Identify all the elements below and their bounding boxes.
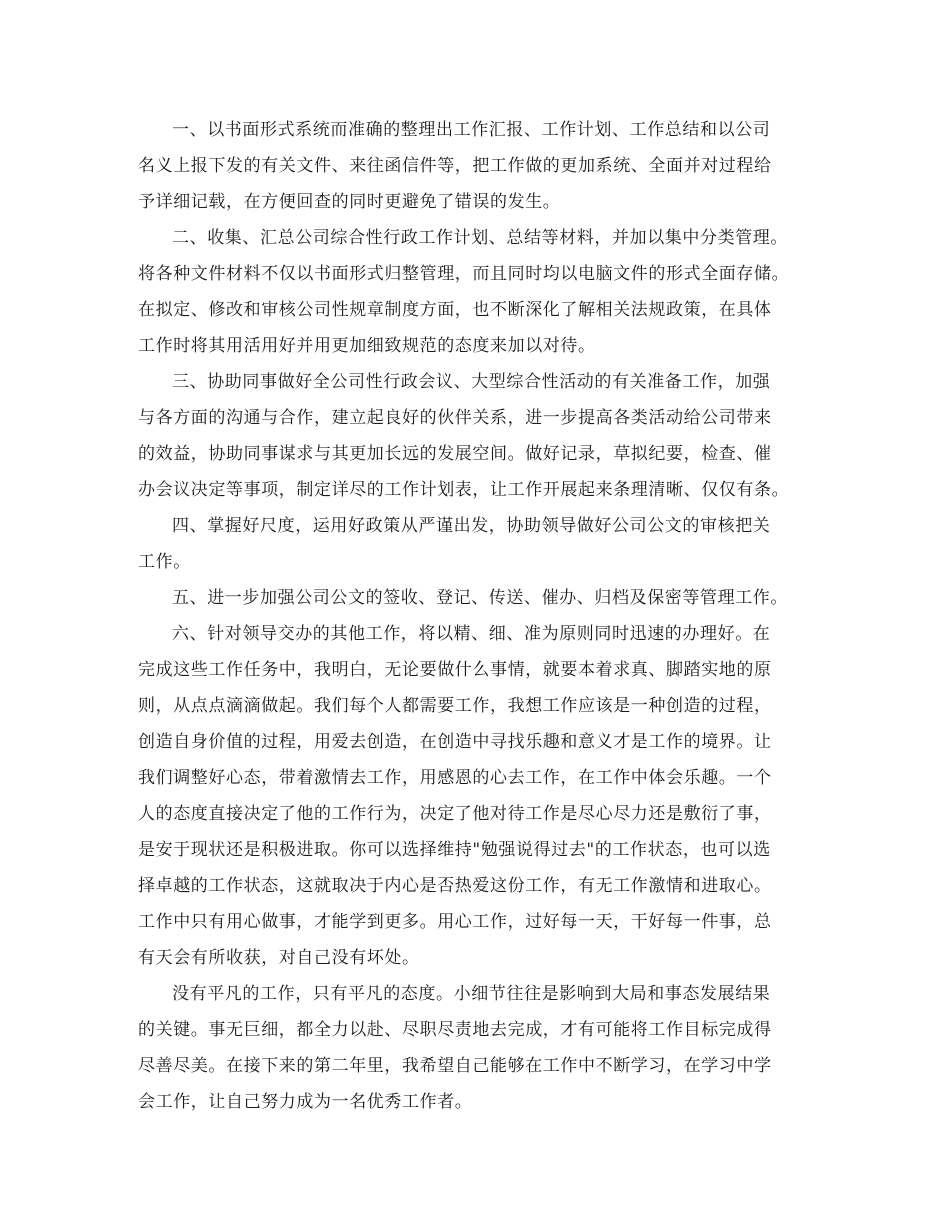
paragraph [138,364,824,508]
text-line: 尽善尽美。在接下来的第二年里，我希望自己能够在工作中不断学习，在学习中学 [138,1056,772,1076]
text-line: 人的态度直接决定了他的工作行为，决定了他对待工作是尽心尽力还是敷衍了事， [138,804,772,824]
text-line: 会工作，让自己努力成为一名优秀工作者。 [138,1092,473,1112]
text-line: 办会议决定等事项，制定详尽的工作计划表，让工作开展起来条理清晰、仅仅有条。 [138,480,790,500]
paragraph [138,508,824,580]
text-line: 是安于现状还是积极进取。你可以选择维持"勉强说得过去"的工作状态，也可以选 [138,840,771,860]
text-line: 完成这些工作任务中，我明白，无论要做什么事情，就要本着求真、脚踏实地的原 [138,660,772,680]
paragraph [138,616,824,976]
text-line: 在拟定、修改和审核公司性规章制度方面，也不断深化了解相关法规政策，在具体 [138,300,772,320]
text-line: 有天会有所收获，对自己没有坏处。 [138,948,420,968]
text-line: 工作中只有用心做事，才能学到更多。用心工作，过好每一天，干好每一件事，总 [138,912,772,932]
document-body [138,112,824,1120]
text-line: 的效益，协助同事谋求与其更加长远的发展空间。做好记录，草拟纪要，检查、催 [138,444,772,464]
text-line: 择卓越的工作状态，这就取决于内心是否热爱这份工作，有无工作激情和进取心。 [138,876,772,896]
text-line: 六、针对领导交办的其他工作，将以精、细、准为原则同时迅速的办理好。在 [172,624,771,644]
paragraph [138,580,824,616]
text-line: 创造自身价值的过程，用爱去创造，在创造中寻找乐趣和意义才是工作的境界。让 [138,732,772,752]
text-line: 则，从点点滴滴做起。我们每个人都需要工作，我想工作应该是一种创造的过程， [138,696,772,716]
text-line: 工作。 [138,552,191,572]
paragraph [138,112,824,220]
text-line: 没有平凡的工作，只有平凡的态度。小细节往往是影响到大局和事态发展结果 [172,984,771,1004]
text-line: 三、协助同事做好全公司性行政会议、大型综合性活动的有关准备工作，加强 [172,372,771,392]
text-line: 与各方面的沟通与合作，建立起良好的伙伴关系，进一步提高各类活动给公司带来 [138,408,772,428]
text-line: 我们调整好心态，带着激情去工作，用感恩的心去工作，在工作中体会乐趣。一个 [138,768,772,788]
text-line: 五、进一步加强公司公文的签收、登记、传送、催办、归档及保密等管理工作。 [172,588,788,608]
text-line: 二、收集、汇总公司综合性行政工作计划、总结等材料，并加以集中分类管理。 [172,228,788,248]
text-line: 四、掌握好尺度，运用好政策从严谨出发，协助领导做好公司公文的审核把关 [172,516,771,536]
paragraph [138,976,824,1120]
text-line: 予详细记载，在方便回查的同时更避免了错误的发生。 [138,192,561,212]
paragraph [138,220,824,364]
text-line: 一、以书面形式系统而准确的整理出工作汇报、工作计划、工作总结和以公司 [172,120,771,140]
text-line: 将各种文件材料不仅以书面形式归整管理，而且同时均以电脑文件的形式全面存储。 [138,264,790,284]
text-line: 名义上报下发的有关文件、来往函信件等，把工作做的更加系统、全面并对过程给 [138,156,772,176]
text-line: 的关键。事无巨细，都全力以赴、尽职尽责地去完成，才有可能将工作目标完成得 [138,1020,772,1040]
text-line: 工作时将其用活用好并用更加细致规范的态度来加以对待。 [138,336,596,356]
